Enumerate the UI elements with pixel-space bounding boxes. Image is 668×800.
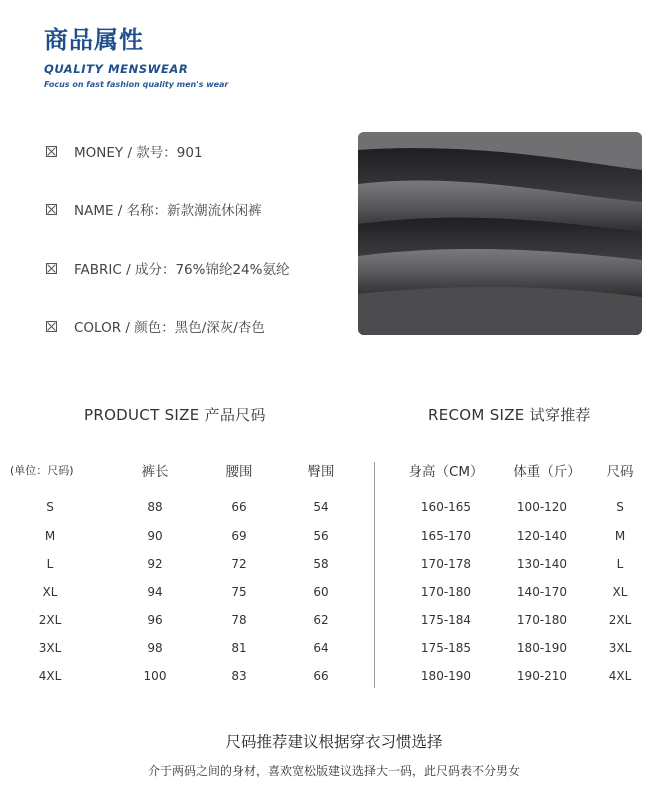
attribute-fabric	[46, 258, 289, 278]
header-hip: 臀围	[307, 464, 335, 480]
section-title: 商品属性	[44, 26, 144, 54]
cell-size: S	[46, 500, 54, 514]
cell-hip: 62	[313, 613, 329, 627]
cell-length: 96	[147, 613, 163, 627]
cell-waist: 72	[231, 557, 247, 571]
attribute-money	[46, 141, 203, 161]
attribute-label: NAME / 名称：新款潮流休闲裤	[74, 203, 262, 219]
cell-length: 92	[147, 557, 163, 571]
cell-size: XL	[612, 585, 628, 599]
cell-height: 165-170	[420, 529, 472, 543]
cell-weight: 140-170	[516, 585, 568, 599]
cell-size: 2XL	[38, 613, 62, 627]
header-height: 身高（CM）	[408, 464, 484, 480]
unit-label: (单位：尺码)	[10, 464, 74, 477]
cell-size: L	[616, 557, 624, 571]
cell-waist: 75	[231, 585, 247, 599]
cell-weight: 120-140	[516, 529, 568, 543]
cell-hip: 54	[313, 500, 329, 514]
cell-height: 180-190	[420, 669, 472, 683]
header-waist: 腰围	[225, 464, 253, 480]
cell-size: M	[44, 529, 56, 543]
product-size-title: PRODUCT SIZE 产品尺码	[84, 406, 266, 424]
attribute-name	[46, 199, 262, 219]
cell-length: 88	[147, 500, 163, 514]
cell-length: 94	[147, 585, 163, 599]
checkbox-x-icon	[46, 263, 57, 274]
cell-height: 170-180	[420, 585, 472, 599]
cell-hip: 60	[313, 585, 329, 599]
cell-waist: 81	[231, 641, 247, 655]
attribute-label: FABRIC / 成分：76%锦纶24%氨纶	[74, 262, 290, 278]
cell-size: 2XL	[608, 613, 632, 627]
table-divider	[374, 462, 375, 688]
checkbox-x-icon	[46, 321, 57, 332]
brand-name: QUALITY MENSWEAR	[44, 62, 189, 76]
cell-size: 4XL	[38, 669, 62, 683]
checkbox-x-icon	[46, 146, 57, 157]
cell-waist: 69	[231, 529, 247, 543]
cell-waist: 66	[231, 500, 247, 514]
cell-height: 175-184	[420, 613, 472, 627]
cell-waist: 83	[231, 669, 247, 683]
cell-size: S	[616, 500, 624, 514]
brand-tagline: Focus on fast fashion quality men's wear	[44, 80, 229, 89]
cell-weight: 130-140	[516, 557, 568, 571]
attribute-label: MONEY / 款号：901	[74, 145, 203, 161]
attribute-color	[46, 316, 265, 336]
cell-length: 100	[143, 669, 167, 683]
cell-waist: 78	[231, 613, 247, 627]
footer-note: 介于两码之间的身材，喜欢宽松版建议选择大一码，此尺码表不分男女	[147, 764, 520, 778]
cell-weight: 180-190	[516, 641, 568, 655]
cell-weight: 170-180	[516, 613, 568, 627]
cell-hip: 58	[313, 557, 329, 571]
cell-size: L	[46, 557, 54, 571]
attribute-label: COLOR / 颜色：黑色/深灰/杏色	[74, 320, 265, 336]
cell-length: 98	[147, 641, 163, 655]
cell-size: 3XL	[38, 641, 62, 655]
cell-hip: 64	[313, 641, 329, 655]
cell-length: 90	[147, 529, 163, 543]
cell-weight: 100-120	[516, 500, 568, 514]
cell-height: 160-165	[420, 500, 472, 514]
cell-size: 3XL	[608, 641, 632, 655]
cell-weight: 190-210	[516, 669, 568, 683]
checkbox-x-icon	[46, 204, 57, 215]
cell-hip: 66	[313, 669, 329, 683]
header-length: 裤长	[141, 464, 169, 480]
footer-advice: 尺码推荐建议根据穿衣习惯选择	[225, 733, 443, 751]
cell-hip: 56	[313, 529, 329, 543]
cell-size: XL	[42, 585, 58, 599]
cell-size: 4XL	[608, 669, 632, 683]
recom-size-title: RECOM SIZE 试穿推荐	[428, 406, 591, 424]
header-size: 尺码	[606, 464, 634, 480]
cell-height: 170-178	[420, 557, 472, 571]
fabric-swatch-image	[358, 132, 642, 335]
cell-height: 175-185	[420, 641, 472, 655]
cell-size: M	[614, 529, 626, 543]
header-weight: 体重（斤）	[513, 464, 581, 480]
